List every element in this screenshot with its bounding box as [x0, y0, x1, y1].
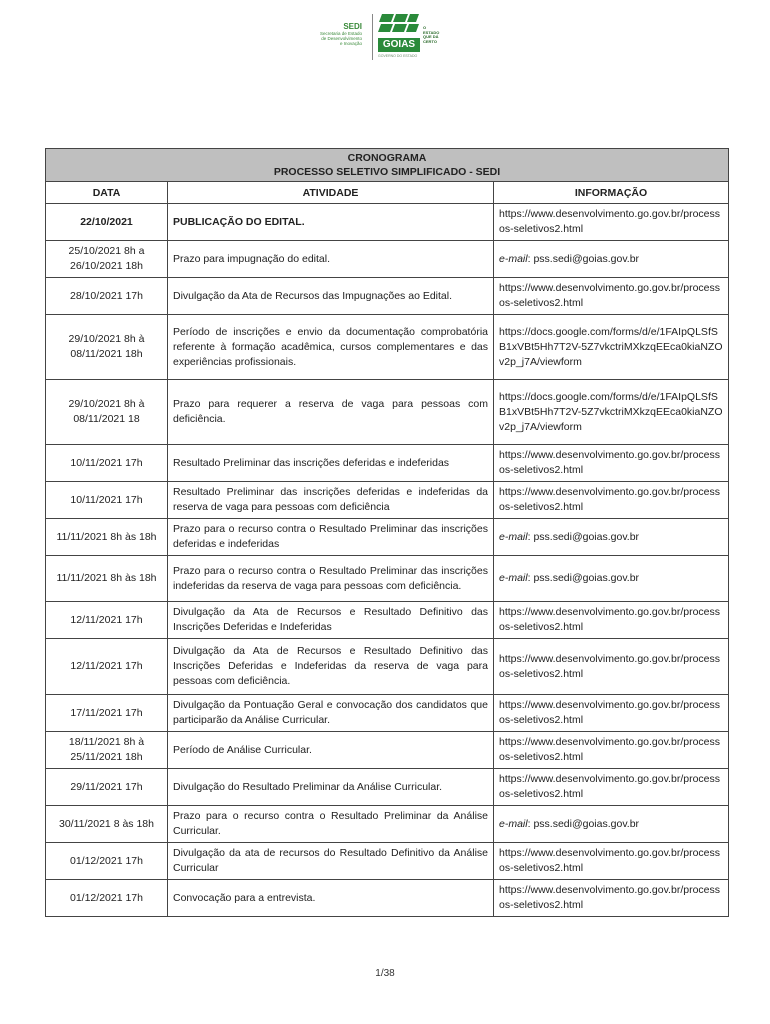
sedi-sub-3: e Inovação	[339, 41, 362, 46]
table-row	[46, 380, 729, 445]
row-activity: Prazo para o recurso contra o Resultado Preliminar das inscrições deferidas e indeferidas	[168, 519, 494, 556]
table-row	[46, 880, 729, 917]
row-info: e-mail: pss.sedi@goias.gov.br	[494, 519, 729, 556]
header-divider	[372, 14, 373, 60]
table-title-row	[46, 149, 729, 182]
row-email[interactable]: pss.sedi@goias.gov.br	[533, 572, 640, 584]
row-activity: Divulgação da Ata de Recursos e Resultado Definitivo das Inscrições Deferidas e Indeferidas da reserva de vaga para pessoas com deficiência.	[168, 639, 494, 695]
row-date: 22/10/2021	[46, 204, 168, 241]
table-header-row	[46, 182, 729, 204]
schedule-table	[45, 148, 729, 917]
table-row	[46, 241, 729, 278]
row-activity: Resultado Preliminar das inscrições deferidas e indeferidas da reserva de vaga para pessoas com deficiência	[168, 482, 494, 519]
row-info-link[interactable]: https://www.desenvolvimento.go.gov.br/processos-seletivos2.html	[494, 482, 729, 519]
email-label: e-mail	[499, 530, 528, 543]
row-email[interactable]: pss.sedi@goias.gov.br	[533, 252, 640, 265]
row-date: 29/11/2021 17h	[46, 769, 168, 806]
row-activity: Divulgação da Ata de Recursos e Resultado Definitivo das Inscrições Deferidas e Indeferidas	[168, 602, 494, 639]
row-info-link[interactable]: https://www.desenvolvimento.go.gov.br/processos-seletivos2.html	[494, 639, 729, 695]
email-label: e-mail	[499, 572, 528, 584]
row-date: 01/12/2021 17h	[46, 880, 168, 917]
row-info-link[interactable]: https://www.desenvolvimento.go.gov.br/processos-seletivos2.html	[494, 278, 729, 315]
row-date: 01/12/2021 17h	[46, 843, 168, 880]
row-info-link[interactable]: https://www.desenvolvimento.go.gov.br/processos-seletivos2.html	[494, 695, 729, 732]
table-row	[46, 639, 729, 695]
row-info-link[interactable]: https://docs.google.com/forms/d/e/1FAIpQLSfSB1xVBt5Hh7T2V-5Z7vkctriMXkzqEEca0kiaNZOv2p_j7A/viewform	[494, 380, 729, 445]
table-row	[46, 278, 729, 315]
row-info-link[interactable]: https://www.desenvolvimento.go.gov.br/processos-seletivos2.html	[494, 732, 729, 769]
table-row	[46, 695, 729, 732]
row-activity: Divulgação do Resultado Preliminar da Análise Curricular.	[168, 769, 494, 806]
row-activity: Prazo para o recurso contra o Resultado Preliminar das inscrições indeferidas da reserva de vaga para pessoas com deficiência.	[168, 556, 494, 602]
table-title	[46, 149, 729, 182]
row-activity: Resultado Preliminar das inscrições deferidas e indeferidas	[168, 445, 494, 482]
row-activity: Período de Análise Curricular.	[168, 732, 494, 769]
row-info: e-mail: pss.sedi@goias.gov.br	[494, 556, 729, 602]
row-date: 29/10/2021 8h à 08/11/2021 18	[46, 380, 168, 445]
row-info-link[interactable]: https://www.desenvolvimento.go.gov.br/processos-seletivos2.html	[494, 445, 729, 482]
table-row	[46, 732, 729, 769]
table-row	[46, 556, 729, 602]
table-row	[46, 204, 729, 241]
email-label: e-mail	[499, 252, 528, 265]
sedi-name: SEDI	[343, 22, 362, 31]
row-date: 10/11/2021 17h	[46, 445, 168, 482]
row-date: 25/10/2021 8h a 26/10/2021 18h	[46, 241, 168, 278]
email-label: e-mail	[499, 817, 528, 830]
row-date: 11/11/2021 8h às 18h	[46, 519, 168, 556]
row-info-link[interactable]: https://www.desenvolvimento.go.gov.br/processos-seletivos2.html	[494, 204, 729, 241]
row-activity: Divulgação da Ata de Recursos das Impugnações ao Edital.	[168, 278, 494, 315]
table-row	[46, 769, 729, 806]
row-info-link[interactable]: https://www.desenvolvimento.go.gov.br/processos-seletivos2.html	[494, 880, 729, 917]
row-date: 11/11/2021 8h às 18h	[46, 556, 168, 602]
row-activity: PUBLICAÇÃO DO EDITAL.	[168, 204, 494, 241]
row-date: 17/11/2021 17h	[46, 695, 168, 732]
row-info-link[interactable]: https://docs.google.com/forms/d/e/1FAIpQLSfSB1xVBt5Hh7T2V-5Z7vkctriMXkzqEEca0kiaNZOv2p_j7A/viewform	[494, 315, 729, 380]
table-row	[46, 482, 729, 519]
table-row	[46, 519, 729, 556]
page-header	[300, 12, 470, 64]
row-activity: Convocação para a entrevista.	[168, 880, 494, 917]
header-activity: ATIVIDADE	[168, 182, 494, 204]
row-info-link[interactable]: https://www.desenvolvimento.go.gov.br/processos-seletivos2.html	[494, 769, 729, 806]
row-email[interactable]: pss.sedi@goias.gov.br	[533, 817, 640, 830]
row-date: 10/11/2021 17h	[46, 482, 168, 519]
header-date: DATA	[46, 182, 168, 204]
row-activity: Divulgação da Pontuação Geral e convocação dos candidatos que participarão da Análise Curricular.	[168, 695, 494, 732]
table-title-line-1: CRONOGRAMA	[347, 152, 427, 164]
table-row	[46, 445, 729, 482]
sedi-sub-1: Secretaria de Estado	[319, 31, 362, 36]
row-date: 30/11/2021 8 às 18h	[46, 806, 168, 843]
sedi-sub-2: de Desenvolvimento	[321, 36, 362, 41]
row-date: 29/10/2021 8h à 08/11/2021 18h	[46, 315, 168, 380]
row-activity: Prazo para o recurso contra o Resultado Preliminar da Análise Curricular.	[168, 806, 494, 843]
goias-slogan: O ESTADO QUE DÁ CERTO	[423, 25, 440, 44]
row-info: e-mail: pss.sedi@goias.gov.br	[494, 806, 729, 843]
row-date: 28/10/2021 17h	[46, 278, 168, 315]
row-activity: Prazo para impugnação do edital.	[168, 241, 494, 278]
table-row	[46, 806, 729, 843]
row-activity: Divulgação da ata de recursos do Resultado Definitivo da Análise Curricular	[168, 843, 494, 880]
page-number: 1/38	[375, 968, 395, 979]
row-date: 12/11/2021 17h	[46, 639, 168, 695]
row-email[interactable]: pss.sedi@goias.gov.br	[533, 530, 640, 543]
row-info: e-mail: pss.sedi@goias.gov.br	[494, 241, 729, 278]
row-date: 18/11/2021 8h à 25/11/2021 18h	[46, 732, 168, 769]
row-activity: Período de inscrições e envio da documentação comprobatória referente à formação acadêmica, cursos complementares e das experiências profissionais.	[168, 315, 494, 380]
table-body	[46, 204, 729, 917]
row-info-link[interactable]: https://www.desenvolvimento.go.gov.br/processos-seletivos2.html	[494, 843, 729, 880]
row-info-link[interactable]: https://www.desenvolvimento.go.gov.br/processos-seletivos2.html	[494, 602, 729, 639]
table-row	[46, 315, 729, 380]
table-row	[46, 843, 729, 880]
row-date: 12/11/2021 17h	[46, 602, 168, 639]
header-info: INFORMAÇÃO	[494, 182, 729, 204]
table-title-line-2: PROCESSO SELETIVO SIMPLIFICADO - SEDI	[273, 166, 501, 178]
goias-logo-text: GOIAS	[378, 38, 420, 52]
row-activity: Prazo para requerer a reserva de vaga para pessoas com deficiência.	[168, 380, 494, 445]
goias-caption: GOVERNO DO ESTADO	[378, 54, 418, 58]
table-row	[46, 602, 729, 639]
sedi-logo	[300, 22, 362, 46]
